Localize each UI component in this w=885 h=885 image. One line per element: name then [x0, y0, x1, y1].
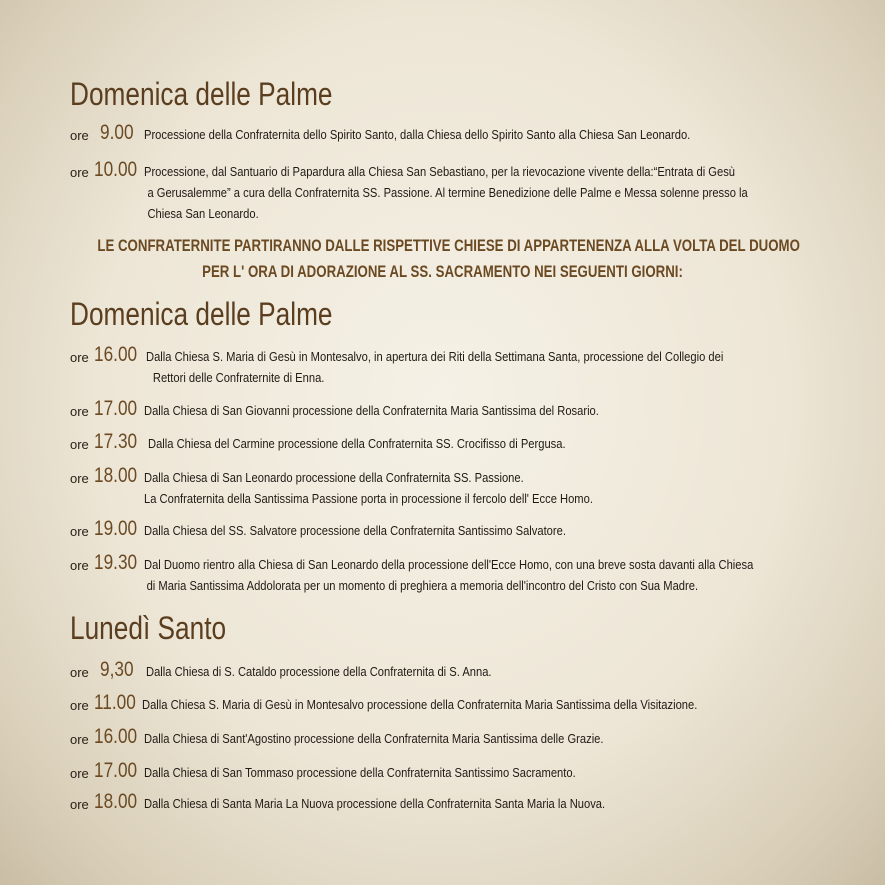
entry-text [144, 762, 746, 783]
entry-line: Dalla Chiesa di San Tommaso processione della Confraternita Santissimo Sacramento. [144, 765, 576, 780]
entry-label: ore [70, 350, 89, 365]
entry-line: Dalla Chiesa del Carmine processione della Confraternita SS. Crocifisso di Pergusa. [148, 436, 566, 451]
entry-label: ore [70, 665, 89, 680]
entry-line: Dalla Chiesa S. Maria di Gesù in Montesalvo processione della Confraternita Maria Santissima della Visitazione. [142, 697, 698, 712]
entry-text [142, 694, 744, 715]
entry-time: 17.00 [94, 759, 138, 782]
entry-label: ore [70, 471, 89, 486]
entry-label: ore [70, 732, 89, 747]
entry-time: 17.30 [94, 430, 138, 453]
entry-time: 19.30 [94, 551, 138, 574]
entry-label: ore [70, 404, 89, 419]
entry-time: 18.00 [94, 464, 138, 487]
entry-line: a Gerusalemme” a cura della Confraternita SS. Passione. Al termine Benedizione delle Palme e Messa solenne presso la [147, 185, 748, 200]
entry-label: ore [70, 797, 89, 812]
entry-label: ore [70, 128, 89, 143]
entry-text [144, 124, 746, 145]
entry-time: 11.00 [94, 691, 136, 714]
entry-line: Dalla Chiesa di San Leonardo processione della Confraternita SS. Passione. [144, 470, 524, 485]
entry-text [144, 467, 746, 509]
entry-label: ore [70, 766, 89, 781]
entry-text [144, 554, 754, 596]
entry-time: 16.00 [94, 725, 138, 748]
section-title-palm-sunday-adoration: Domenica delle Palme [70, 296, 333, 332]
entry-line: Chiesa San Leonardo. [147, 206, 259, 221]
entry-label: ore [70, 524, 89, 539]
entry-line: Dalla Chiesa di S. Cataldo processione della Confraternita di S. Anna. [146, 664, 492, 679]
entry-time: 10.00 [94, 158, 138, 181]
notice-line-1: LE CONFRATERNITE PARTIRANNO DALLE RISPETTIVE CHIESE DI APPARTENENZA ALLA VOLTA DEL DUOMO [97, 236, 800, 255]
notice-line-2: PER L' ORA DI ADORAZIONE AL SS. SACRAMENTO NEI SEGUENTI GIORNI: [202, 262, 683, 281]
entry-time: 17.00 [94, 397, 138, 420]
entry-label: ore [70, 437, 89, 452]
entry-line: La Confraternita della Santissima Passione porta in processione il fercolo dell' Ecce Homo. [144, 491, 593, 506]
entry-text [146, 661, 748, 682]
entry-time: 19.00 [94, 517, 138, 540]
section-title-holy-monday: Lunedì Santo [70, 610, 227, 646]
entry-time: 16.00 [94, 343, 138, 366]
section-title-palm-sunday: Domenica delle Palme [70, 76, 333, 112]
entry-line: Dal Duomo rientro alla Chiesa di San Leonardo della processione dell'Ecce Homo, con una breve sosta davanti alla Chiesa [144, 557, 754, 572]
entry-line: di Maria Santissima Addolorata per un momento di preghiera a memoria dell'incontro del Cristo con Sua Madre. [146, 578, 699, 593]
entry-label: ore [70, 698, 89, 713]
entry-label: ore [70, 558, 89, 573]
entry-line: Dalla Chiesa del SS. Salvatore processione della Confraternita Santissimo Salvatore. [144, 523, 566, 538]
entry-line: Dalla Chiesa S. Maria di Gesù in Montesalvo, in apertura dei Riti della Settimana Santa, processione del Collegio dei [146, 349, 724, 364]
entry-line: Dalla Chiesa di Sant'Agostino processione della Confraternita Maria Santissima delle Grazie. [144, 731, 604, 746]
entry-line: Dalla Chiesa di San Giovanni processione della Confraternita Maria Santissima del Rosario. [144, 403, 599, 418]
entry-text [144, 520, 746, 541]
entry-label: ore [70, 165, 89, 180]
entry-line: Processione, dal Santuario di Papardura alla Chiesa San Sebastiano, per la rievocazione vivente della:“Entrata di Gesù [144, 164, 736, 179]
entry-time: 18.00 [94, 790, 138, 813]
entry-text [144, 728, 746, 749]
entry-text [144, 161, 746, 224]
entry-line: Processione della Confraternita dello Spirito Santo, dalla Chiesa dello Spirito Santo alla Chiesa San Leonardo. [144, 127, 691, 142]
entry-text [144, 400, 746, 421]
entry-time: 9,30 [100, 658, 134, 681]
entry-text [146, 346, 748, 388]
entry-text [148, 433, 750, 454]
entry-time: 9.00 [100, 121, 134, 144]
entry-line: Dalla Chiesa di Santa Maria La Nuova processione della Confraternita Santa Maria la Nuova. [144, 796, 606, 811]
entry-line: Rettori delle Confraternite di Enna. [152, 370, 325, 385]
entry-text [144, 793, 746, 814]
